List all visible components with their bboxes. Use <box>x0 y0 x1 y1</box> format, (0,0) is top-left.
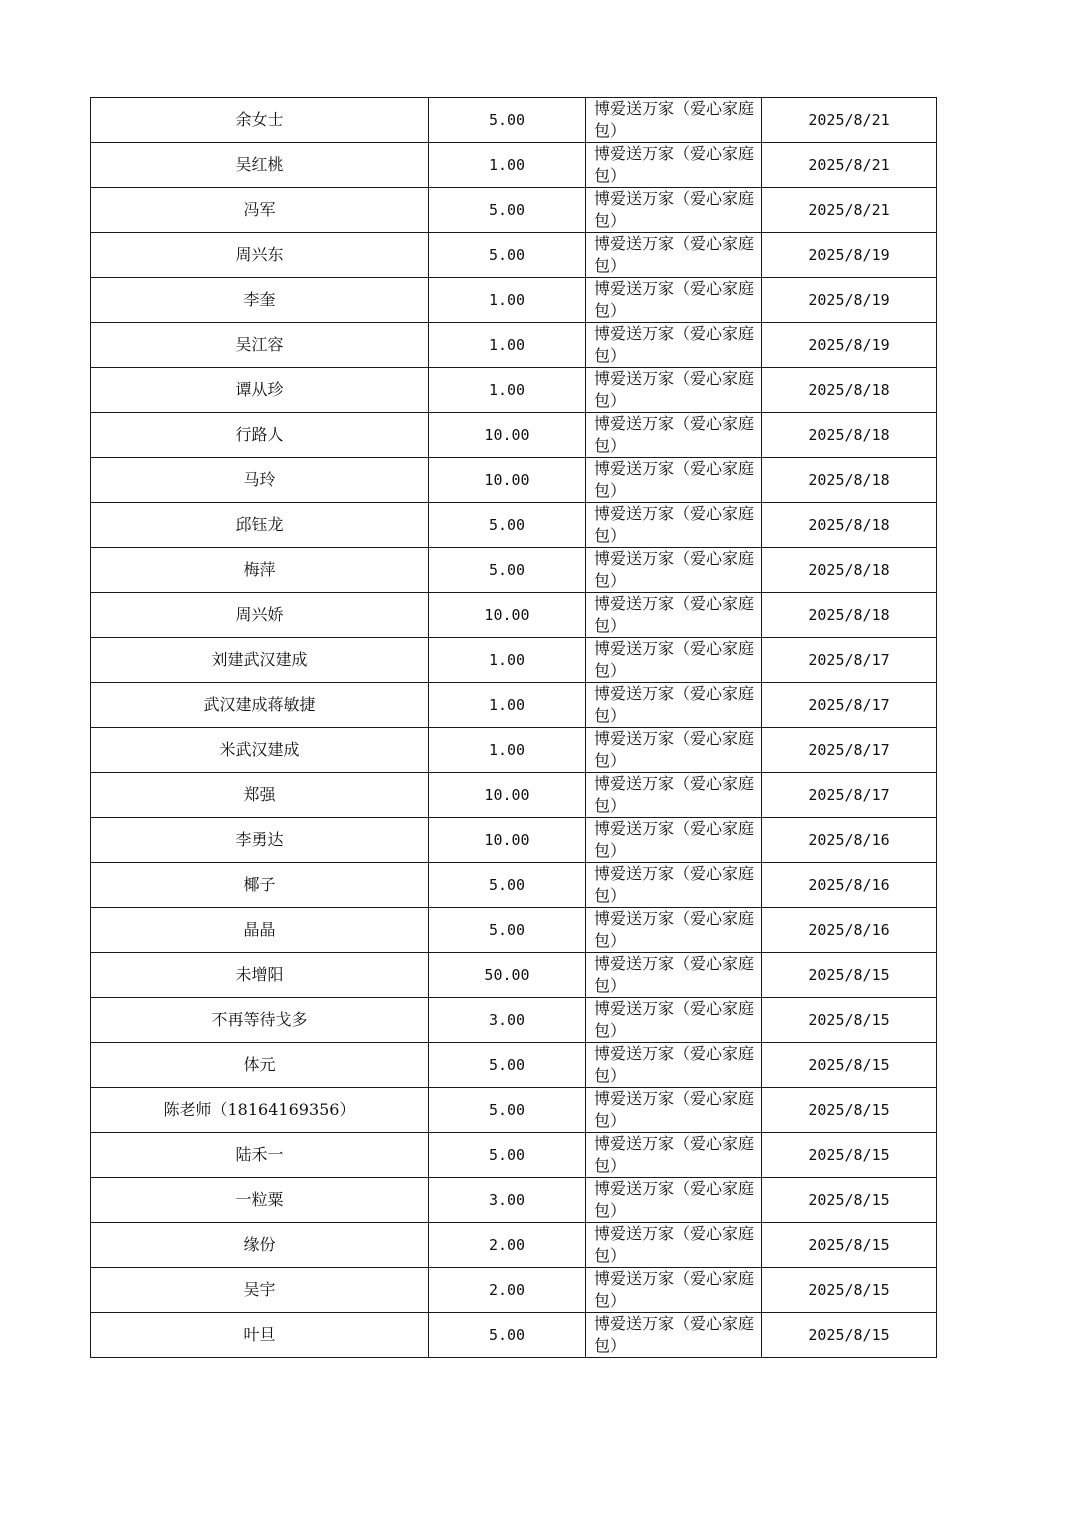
amount-cell: 5.00 <box>429 1313 586 1358</box>
table-row <box>91 1043 937 1088</box>
date-cell: 2025/8/15 <box>762 1313 937 1358</box>
donor-name-cell: 冯军 <box>91 188 429 233</box>
table-row <box>91 368 937 413</box>
donor-name-cell: 邱钰龙 <box>91 503 429 548</box>
table-row <box>91 548 937 593</box>
project-cell: 博爱送万家（爱心家庭包） <box>586 593 762 638</box>
amount-cell: 1.00 <box>429 728 586 773</box>
amount-cell: 5.00 <box>429 908 586 953</box>
amount-cell: 3.00 <box>429 998 586 1043</box>
table-row <box>91 728 937 773</box>
amount-cell: 2.00 <box>429 1268 586 1313</box>
date-cell: 2025/8/15 <box>762 1133 937 1178</box>
table-row <box>91 1313 937 1358</box>
project-cell: 博爱送万家（爱心家庭包） <box>586 1133 762 1178</box>
donor-name-cell: 吴江容 <box>91 323 429 368</box>
donor-name-cell: 谭从珍 <box>91 368 429 413</box>
donor-name-cell: 周兴东 <box>91 233 429 278</box>
project-cell: 博爱送万家（爱心家庭包） <box>586 998 762 1043</box>
table-row <box>91 683 937 728</box>
date-cell: 2025/8/19 <box>762 233 937 278</box>
date-cell: 2025/8/18 <box>762 413 937 458</box>
table-row <box>91 908 937 953</box>
table-row <box>91 503 937 548</box>
donor-name-cell: 武汉建成蒋敏捷 <box>91 683 429 728</box>
date-cell: 2025/8/18 <box>762 593 937 638</box>
amount-cell: 1.00 <box>429 278 586 323</box>
table-row <box>91 593 937 638</box>
donor-name-cell: 余女士 <box>91 98 429 143</box>
project-cell: 博爱送万家（爱心家庭包） <box>586 1223 762 1268</box>
amount-cell: 5.00 <box>429 98 586 143</box>
donor-name-cell: 不再等待戈多 <box>91 998 429 1043</box>
donor-name-cell: 缘份 <box>91 1223 429 1268</box>
amount-cell: 5.00 <box>429 233 586 278</box>
donor-name-cell: 周兴娇 <box>91 593 429 638</box>
project-cell: 博爱送万家（爱心家庭包） <box>586 953 762 998</box>
amount-cell: 10.00 <box>429 818 586 863</box>
project-cell: 博爱送万家（爱心家庭包） <box>586 1178 762 1223</box>
project-cell: 博爱送万家（爱心家庭包） <box>586 233 762 278</box>
table-row <box>91 1088 937 1133</box>
amount-cell: 1.00 <box>429 638 586 683</box>
donor-name-cell: 陆禾一 <box>91 1133 429 1178</box>
amount-cell: 10.00 <box>429 413 586 458</box>
table-row <box>91 773 937 818</box>
project-cell: 博爱送万家（爱心家庭包） <box>586 413 762 458</box>
date-cell: 2025/8/17 <box>762 773 937 818</box>
table-row <box>91 1268 937 1313</box>
donation-table-body <box>91 98 937 1358</box>
date-cell: 2025/8/18 <box>762 458 937 503</box>
amount-cell: 10.00 <box>429 458 586 503</box>
amount-cell: 5.00 <box>429 503 586 548</box>
project-cell: 博爱送万家（爱心家庭包） <box>586 773 762 818</box>
project-cell: 博爱送万家（爱心家庭包） <box>586 548 762 593</box>
table-row <box>91 1223 937 1268</box>
donation-table <box>90 97 937 1358</box>
date-cell: 2025/8/17 <box>762 728 937 773</box>
date-cell: 2025/8/15 <box>762 1268 937 1313</box>
donor-name-cell: 马玲 <box>91 458 429 503</box>
project-cell: 博爱送万家（爱心家庭包） <box>586 1088 762 1133</box>
project-cell: 博爱送万家（爱心家庭包） <box>586 638 762 683</box>
amount-cell: 1.00 <box>429 683 586 728</box>
amount-cell: 3.00 <box>429 1178 586 1223</box>
amount-cell: 50.00 <box>429 953 586 998</box>
amount-cell: 1.00 <box>429 143 586 188</box>
table-row <box>91 98 937 143</box>
date-cell: 2025/8/16 <box>762 818 937 863</box>
project-cell: 博爱送万家（爱心家庭包） <box>586 143 762 188</box>
date-cell: 2025/8/18 <box>762 548 937 593</box>
donor-name-cell: 吴红桃 <box>91 143 429 188</box>
table-row <box>91 413 937 458</box>
donor-name-cell: 李奎 <box>91 278 429 323</box>
date-cell: 2025/8/21 <box>762 188 937 233</box>
amount-cell: 5.00 <box>429 548 586 593</box>
project-cell: 博爱送万家（爱心家庭包） <box>586 908 762 953</box>
date-cell: 2025/8/16 <box>762 908 937 953</box>
date-cell: 2025/8/16 <box>762 863 937 908</box>
date-cell: 2025/8/15 <box>762 1088 937 1133</box>
date-cell: 2025/8/21 <box>762 143 937 188</box>
table-row <box>91 638 937 683</box>
donor-name-cell: 一粒粟 <box>91 1178 429 1223</box>
amount-cell: 5.00 <box>429 1043 586 1088</box>
table-row <box>91 458 937 503</box>
project-cell: 博爱送万家（爱心家庭包） <box>586 1313 762 1358</box>
date-cell: 2025/8/18 <box>762 368 937 413</box>
project-cell: 博爱送万家（爱心家庭包） <box>586 683 762 728</box>
project-cell: 博爱送万家（爱心家庭包） <box>586 188 762 233</box>
amount-cell: 1.00 <box>429 323 586 368</box>
donor-name-cell: 叶旦 <box>91 1313 429 1358</box>
table-row <box>91 233 937 278</box>
donor-name-cell: 体元 <box>91 1043 429 1088</box>
donor-name-cell: 陈老师（18164169356） <box>91 1088 429 1133</box>
donor-name-cell: 行路人 <box>91 413 429 458</box>
donor-name-cell: 椰子 <box>91 863 429 908</box>
donor-name-cell: 吴宇 <box>91 1268 429 1313</box>
amount-cell: 1.00 <box>429 368 586 413</box>
table-row <box>91 1133 937 1178</box>
date-cell: 2025/8/21 <box>762 98 937 143</box>
date-cell: 2025/8/17 <box>762 638 937 683</box>
amount-cell: 10.00 <box>429 593 586 638</box>
date-cell: 2025/8/15 <box>762 1223 937 1268</box>
donor-name-cell: 未增阳 <box>91 953 429 998</box>
project-cell: 博爱送万家（爱心家庭包） <box>586 1268 762 1313</box>
amount-cell: 10.00 <box>429 773 586 818</box>
date-cell: 2025/8/18 <box>762 503 937 548</box>
date-cell: 2025/8/19 <box>762 278 937 323</box>
donor-name-cell: 郑强 <box>91 773 429 818</box>
table-row <box>91 1178 937 1223</box>
donor-name-cell: 刘建武汉建成 <box>91 638 429 683</box>
project-cell: 博爱送万家（爱心家庭包） <box>586 503 762 548</box>
table-row <box>91 863 937 908</box>
project-cell: 博爱送万家（爱心家庭包） <box>586 863 762 908</box>
donor-name-cell: 梅萍 <box>91 548 429 593</box>
date-cell: 2025/8/15 <box>762 1178 937 1223</box>
project-cell: 博爱送万家（爱心家庭包） <box>586 458 762 503</box>
table-row <box>91 278 937 323</box>
date-cell: 2025/8/15 <box>762 998 937 1043</box>
project-cell: 博爱送万家（爱心家庭包） <box>586 1043 762 1088</box>
amount-cell: 5.00 <box>429 863 586 908</box>
donor-name-cell: 李勇达 <box>91 818 429 863</box>
date-cell: 2025/8/15 <box>762 1043 937 1088</box>
project-cell: 博爱送万家（爱心家庭包） <box>586 278 762 323</box>
project-cell: 博爱送万家（爱心家庭包） <box>586 368 762 413</box>
project-cell: 博爱送万家（爱心家庭包） <box>586 323 762 368</box>
amount-cell: 5.00 <box>429 1088 586 1133</box>
project-cell: 博爱送万家（爱心家庭包） <box>586 98 762 143</box>
date-cell: 2025/8/15 <box>762 953 937 998</box>
date-cell: 2025/8/17 <box>762 683 937 728</box>
amount-cell: 2.00 <box>429 1223 586 1268</box>
date-cell: 2025/8/19 <box>762 323 937 368</box>
project-cell: 博爱送万家（爱心家庭包） <box>586 818 762 863</box>
table-row <box>91 143 937 188</box>
table-row <box>91 323 937 368</box>
table-row <box>91 818 937 863</box>
project-cell: 博爱送万家（爱心家庭包） <box>586 728 762 773</box>
donor-name-cell: 晶晶 <box>91 908 429 953</box>
amount-cell: 5.00 <box>429 1133 586 1178</box>
table-row <box>91 998 937 1043</box>
table-row <box>91 953 937 998</box>
donor-name-cell: 米武汉建成 <box>91 728 429 773</box>
amount-cell: 5.00 <box>429 188 586 233</box>
table-row <box>91 188 937 233</box>
